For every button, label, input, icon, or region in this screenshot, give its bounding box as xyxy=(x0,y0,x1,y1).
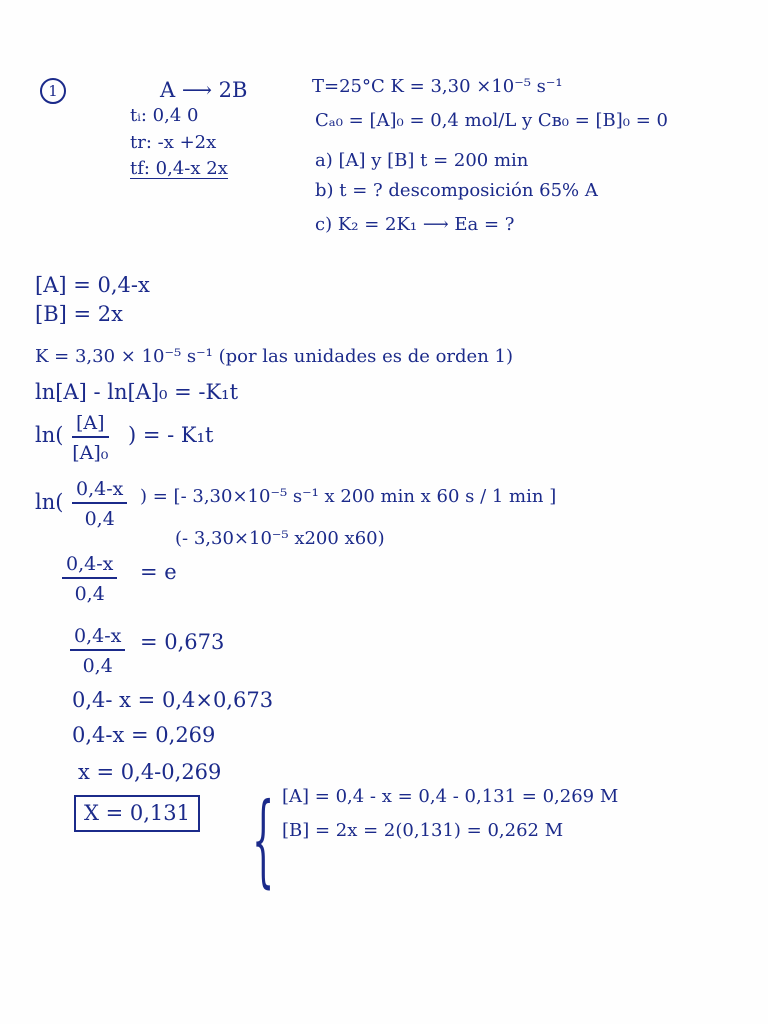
question-c: c) K₂ = 2K₁ ⟶ Ea = ? xyxy=(315,214,515,235)
problem-number-circle xyxy=(40,78,66,104)
ln-substituted-fraction xyxy=(72,478,127,530)
exp-numerator: 0,4-x xyxy=(62,553,117,579)
exponent-expression: (- 3,30×10⁻⁵ x200 x60) xyxy=(175,528,385,549)
row-initial: tᵢ: 0,4 0 xyxy=(130,105,199,126)
ln-ratio-right: ) = - K₁t xyxy=(128,423,214,447)
result-conc-b: [B] = 2x = 2(0,131) = 0,262 M xyxy=(282,820,564,841)
x-result-box: X = 0,131 xyxy=(74,795,200,832)
integrated-rate-law: ln[A] - ln[A]₀ = -K₁t xyxy=(35,380,239,404)
row-final: tf: 0,4-x 2x xyxy=(130,158,228,179)
initial-concentrations: Cₐ₀ = [A]₀ = 0,4 mol/L y Cʙ₀ = [B]₀ = 0 xyxy=(315,110,668,131)
question-a: a) [A] y [B] t = 200 min xyxy=(315,150,529,171)
ratio-numerator: 0,4-x xyxy=(70,625,125,651)
conc-b-expression: [B] = 2x xyxy=(35,302,123,326)
ln-substituted-left: ln( xyxy=(35,490,64,514)
ratio-fraction xyxy=(70,625,125,677)
ln-ratio-fraction xyxy=(72,412,109,464)
question-b: b) t = ? descomposición 65% A xyxy=(315,180,598,201)
solve-step-3: x = 0,4-0,269 xyxy=(78,760,222,784)
ln-ratio-numerator: [A] xyxy=(72,412,109,438)
ln-substituted-numerator: 0,4-x xyxy=(72,478,127,504)
reaction-equation: A ⟶ 2B xyxy=(160,78,248,102)
result-conc-a: [A] = 0,4 - x = 0,4 - 0,131 = 0,269 M xyxy=(282,786,619,807)
ratio-denominator: 0,4 xyxy=(82,655,113,677)
exp-denominator: 0,4 xyxy=(74,583,105,605)
exp-fraction xyxy=(62,553,117,605)
solve-step-2: 0,4-x = 0,269 xyxy=(72,723,216,747)
problem-number: 1 xyxy=(48,82,58,100)
ln-substituted-right: ) = [- 3,30×10⁻⁵ s⁻¹ x 200 min x 60 s / 1 min ] xyxy=(140,486,557,507)
ln-substituted-denominator: 0,4 xyxy=(84,508,115,530)
ln-ratio-denominator: [A]₀ xyxy=(72,442,109,464)
conc-a-expression: [A] = 0,4-x xyxy=(35,273,150,297)
ln-ratio-left: ln( xyxy=(35,423,64,447)
temperature-rate-constant: T=25°C K = 3,30 ×10⁻⁵ s⁻¹ xyxy=(312,76,563,97)
ratio-result: = 0,673 xyxy=(140,630,225,654)
solve-step-1: 0,4- x = 0,4×0,673 xyxy=(72,688,274,712)
row-reacted: tr: -x +2x xyxy=(130,132,217,153)
results-brace: { xyxy=(252,781,275,898)
exp-rhs: = e xyxy=(140,560,177,584)
rate-constant-order: K = 3,30 × 10⁻⁵ s⁻¹ (por las unidades es de orden 1) xyxy=(35,346,513,367)
